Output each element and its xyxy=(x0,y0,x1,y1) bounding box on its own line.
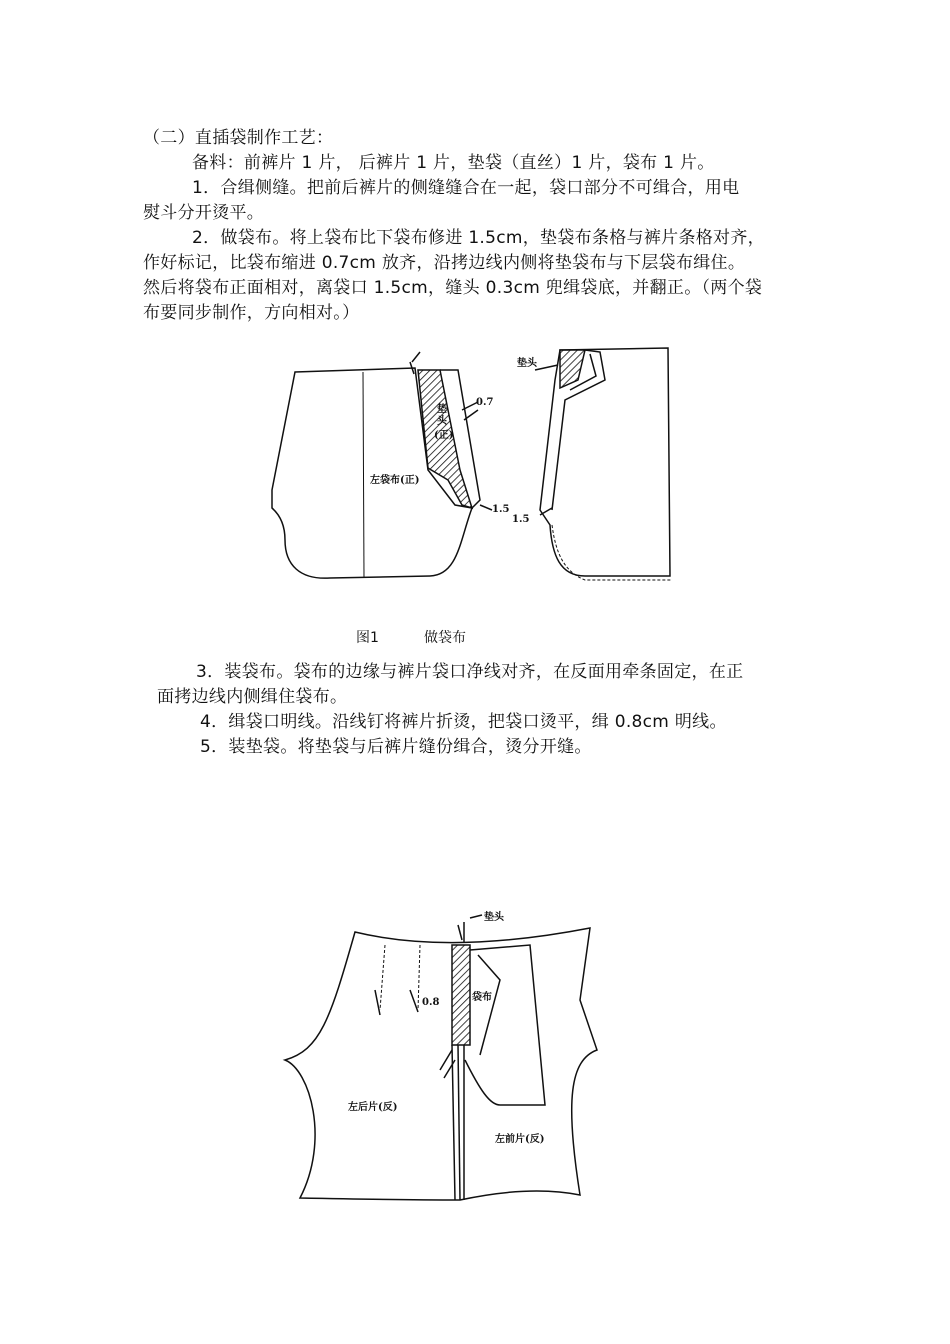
step3-line2: 面拷边线内侧缉住袋布。 xyxy=(157,687,348,707)
figure2-diagram xyxy=(0,900,950,1220)
pad-label-2: 头 xyxy=(437,416,447,427)
dim-07: 0.7 xyxy=(476,397,494,408)
step2-line2: 作好标记，比袋布缩进 0.7cm 放齐，沿拷边线内侧将垫袋布与下层袋布缉住。 xyxy=(143,253,746,273)
fig2-back-label: 左后片(反) xyxy=(348,1102,398,1113)
step1-line1: 1．合缉侧缝。把前后裤片的侧缝缝合在一起，袋口部分不可缉合，用电 xyxy=(192,178,740,198)
dim-15a: 1.5 xyxy=(492,504,510,515)
step4-line: 4．缉袋口明线。沿线钉将裤片折烫，把袋口烫平，缉 0.8cm 明线。 xyxy=(200,712,727,732)
figure1-diagram xyxy=(0,340,950,600)
step2-line4: 布要同步制作，方向相对。） xyxy=(143,303,360,323)
pad-label-3: (正) xyxy=(434,430,454,441)
fig2-dim-08: 0.8 xyxy=(422,997,440,1008)
dim-15b: 1.5 xyxy=(512,514,530,525)
step2-line3: 然后将袋布正面相对，离袋口 1.5cm，缝头 0.3cm 兜缉袋底，并翻正。（两个袋 xyxy=(143,278,763,298)
pad-label-1: 垫 xyxy=(437,404,447,415)
fig2-front-label: 左前片(反) xyxy=(495,1134,545,1145)
step2-line1: 2．做袋布。将上袋布比下袋布修进 1.5cm，垫袋布条格与裤片条格对齐， xyxy=(192,228,765,248)
section-heading: （二）直插袋制作工艺： xyxy=(143,128,334,148)
left-bag-label: 左袋布(正) xyxy=(370,475,420,486)
trouser-panels xyxy=(285,915,597,1200)
step1-line2: 熨斗分开烫平。 xyxy=(143,203,265,223)
step5-line: 5．装垫袋。将垫袋与后裤片缝份缉合，烫分开缝。 xyxy=(200,737,592,757)
figure1-caption-num: 图1 xyxy=(356,630,379,646)
step3-line1: 3．装袋布。袋布的边缘与裤片袋口净线对齐，在反面用牵条固定，在正 xyxy=(196,662,744,682)
figure1-caption-title: 做袋布 xyxy=(424,630,466,646)
right-pocket-bag xyxy=(535,348,672,580)
fig2-pad-label: 垫头 xyxy=(484,912,504,923)
right-pad-label: 垫头 xyxy=(517,358,537,369)
materials-line: 备料：前裤片 1 片， 后裤片 1 片，垫袋（直丝）1 片，袋布 1 片。 xyxy=(192,153,715,173)
left-pocket-bag xyxy=(272,352,492,578)
fig2-bag-label: 袋布 xyxy=(472,992,492,1003)
